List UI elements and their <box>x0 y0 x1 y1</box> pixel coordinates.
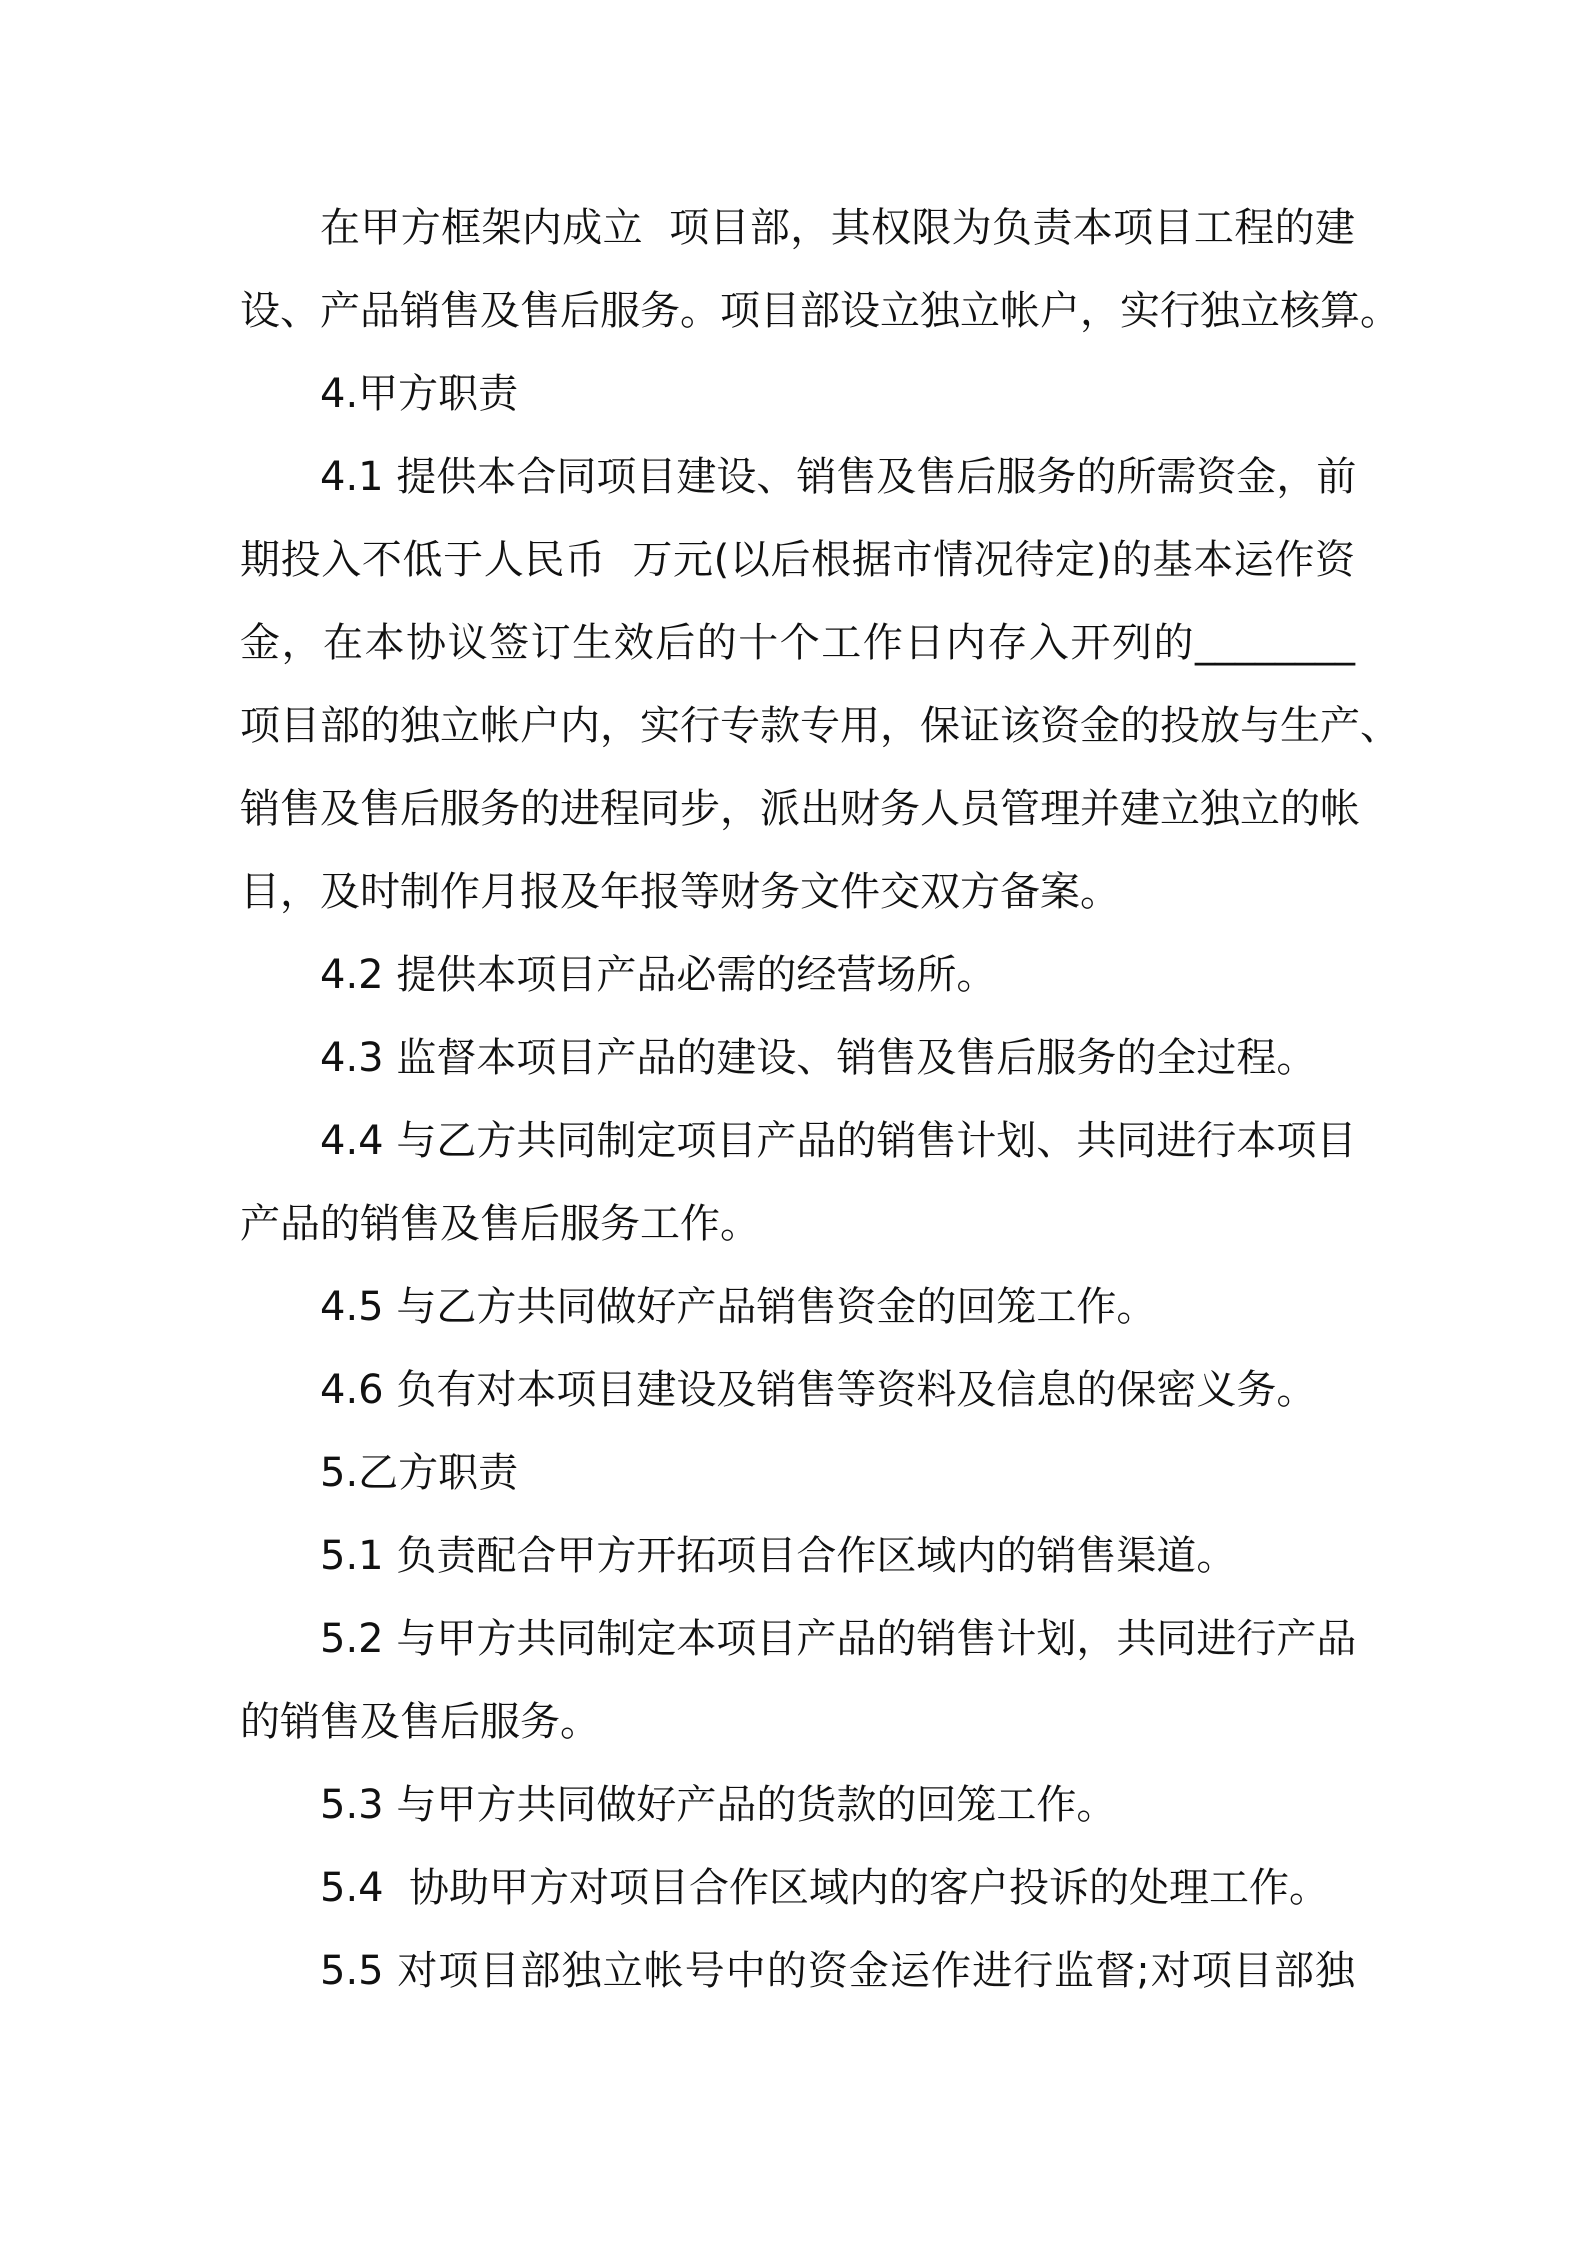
text-line: 期投入不低于人民币 万元(以后根据市情况待定)的基本运作资 <box>240 537 1355 583</box>
text-line: 5.2 与甲方共同制定本项目产品的销售计划，共同进行产品 <box>320 1616 1357 1662</box>
text-line: 5.5 对项目部独立帐号中的资金运作进行监督;对项目部独 <box>320 1948 1355 1994</box>
text-line: 4.5 与乙方共同做好产品销售资金的回笼工作。 <box>320 1284 1157 1330</box>
section-heading: 4.甲方职责 <box>320 371 519 417</box>
text-line: 4.6 负有对本项目建设及销售等资料及信息的保密义务。 <box>320 1367 1317 1413</box>
text-line: 4.3 监督本项目产品的建设、销售及售后服务的全过程。 <box>320 1035 1317 1081</box>
text-line: 5.1 负责配合甲方开拓项目合作区域内的销售渠道。 <box>320 1533 1237 1579</box>
text-line: 设、产品销售及售后服务。项目部设立独立帐户，实行独立核算。 <box>240 288 1400 334</box>
text-line: 4.4 与乙方共同制定项目产品的销售计划、共同进行本项目 <box>320 1118 1357 1164</box>
text-line: 金，在本协议签订生效后的十个工作日内存入开列的________ <box>240 620 1355 666</box>
text-line: 在甲方框架内成立 项目部，其权限为负责本项目工程的建 <box>320 205 1355 251</box>
text-line: 5.3 与甲方共同做好产品的货款的回笼工作。 <box>320 1782 1117 1828</box>
text-line: 4.1 提供本合同项目建设、销售及售后服务的所需资金，前 <box>320 454 1357 500</box>
text-line: 的销售及售后服务。 <box>240 1699 600 1745</box>
text-line: 目，及时制作月报及年报等财务文件交双方备案。 <box>240 869 1120 915</box>
section-heading: 5.乙方职责 <box>320 1450 519 1496</box>
text-line: 5.4 协助甲方对项目合作区域内的客户投诉的处理工作。 <box>320 1865 1330 1911</box>
text-line: 项目部的独立帐户内，实行专款专用，保证该资金的投放与生产、 <box>240 703 1400 749</box>
text-line: 4.2 提供本项目产品必需的经营场所。 <box>320 952 997 998</box>
text-line: 销售及售后服务的进程同步，派出财务人员管理并建立独立的帐 <box>240 786 1360 832</box>
text-line: 产品的销售及售后服务工作。 <box>240 1201 760 1247</box>
